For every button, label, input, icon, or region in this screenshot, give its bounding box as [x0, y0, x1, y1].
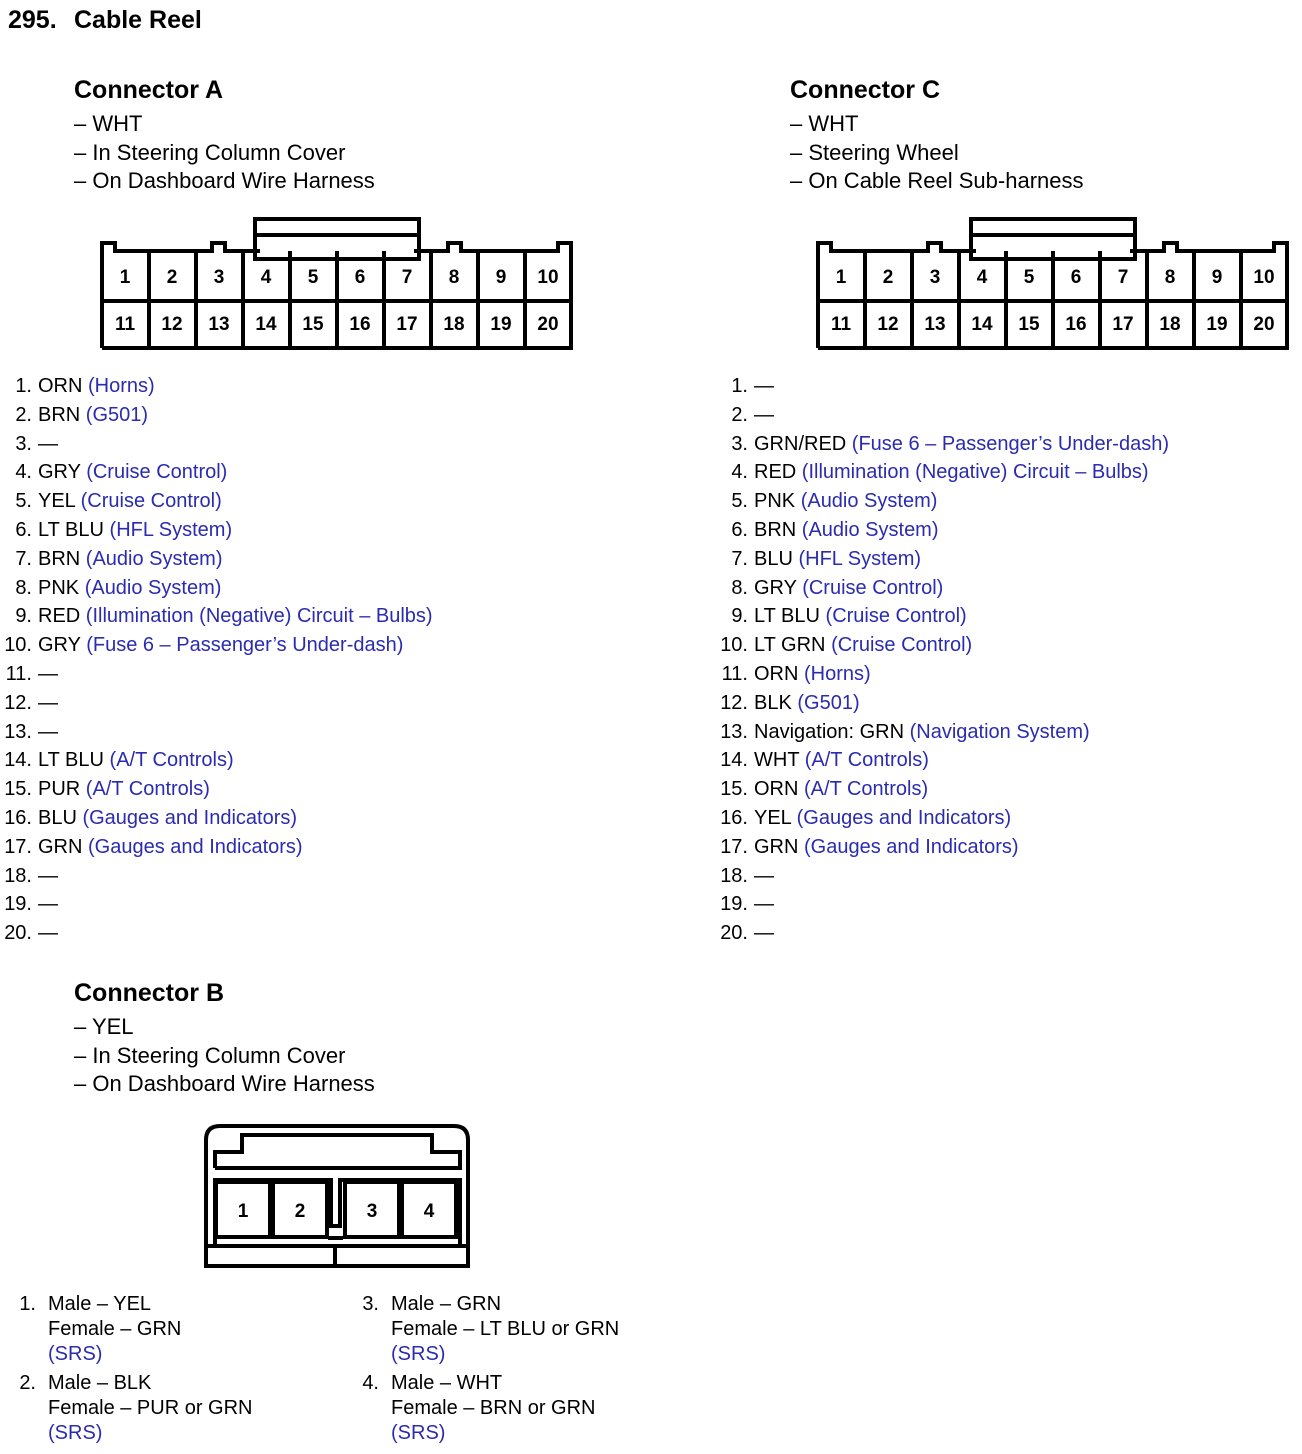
list-item: 4. Male – WHT Female – BRN or GRN (SRS): [362, 1372, 596, 1444]
connector-c-detail: – Steering Wheel: [790, 139, 959, 165]
list-item: 5. YEL (Cruise Control): [15, 490, 222, 513]
list-item: 6. BRN (Audio System): [731, 518, 939, 541]
list-item: 14. WHT (A/T Controls): [720, 749, 929, 772]
pin-label: 1: [835, 267, 847, 288]
pin-label: 15: [1018, 314, 1040, 335]
pin-label: 6: [1070, 267, 1082, 288]
list-item: 4. RED (Illumination (Negative) Circuit – Bulbs): [731, 461, 1149, 484]
pin-label: 20: [1253, 314, 1275, 335]
connector-b-diagram: [200, 1120, 475, 1275]
connector-c-pin-list: [716, 372, 1169, 948]
list-item: 2. Male – BLK Female – PUR or GRN (SRS): [19, 1372, 253, 1444]
list-item: 3. Male – GRN Female – LT BLU or GRN (SRS): [362, 1293, 620, 1365]
pin-label: 11: [114, 314, 136, 335]
list-item: 20. —: [720, 922, 774, 945]
list-item: 13. Navigation: GRN (Navigation System): [720, 720, 1090, 743]
connector-b-detail: – YEL: [74, 1014, 134, 1039]
pin-label: 16: [349, 314, 371, 335]
pin-label: 8: [448, 267, 460, 288]
list-item: 20. —: [4, 922, 58, 945]
list-item: 2. BRN (G501): [15, 403, 149, 426]
pin-label: 5: [1023, 267, 1035, 288]
list-item: 16. YEL (Gauges and Indicators): [720, 806, 1012, 829]
connector-c-diagram: [811, 212, 1296, 357]
list-item: 9. LT BLU (Cruise Control): [731, 605, 967, 628]
pin-label: 17: [396, 314, 418, 335]
connector-c-title: Connector C: [790, 76, 940, 104]
list-item: 17. GRN (Gauges and Indicators): [720, 835, 1019, 858]
pin-label: 6: [354, 267, 366, 288]
pin-label: 18: [443, 314, 465, 335]
list-item: 12. BLK (G501): [720, 691, 860, 714]
list-item: 16. BLU (Gauges and Indicators): [4, 806, 298, 829]
list-item: 19. —: [720, 893, 774, 916]
pin-label: 3: [929, 267, 941, 288]
pin-label: 2: [882, 267, 894, 288]
list-item: 3. —: [15, 432, 58, 455]
list-item: 14. LT BLU (A/T Controls): [4, 749, 234, 772]
pin-label: 2: [294, 1201, 306, 1222]
pin-label: 16: [1065, 314, 1087, 335]
list-item: 3. GRN/RED (Fuse 6 – Passenger’s Under-dash): [731, 432, 1169, 455]
pin-label: 18: [1159, 314, 1181, 335]
connector-a-detail: – WHT: [74, 111, 143, 136]
pin-label: 3: [366, 1201, 378, 1222]
connector-a-title: Connector A: [74, 76, 224, 104]
list-item: 12. —: [4, 691, 58, 714]
pin-label: 13: [924, 314, 946, 335]
pin-label: 14: [971, 314, 993, 335]
connector-a-detail: – In Steering Column Cover: [74, 139, 346, 165]
pin-label: 2: [166, 267, 178, 288]
list-item: 5. PNK (Audio System): [731, 490, 938, 513]
pin-label: 9: [1211, 267, 1223, 288]
pin-label: 1: [119, 267, 131, 288]
connector-a-diagram: [95, 212, 580, 357]
pin-label: 12: [161, 314, 183, 335]
pin-label: 15: [302, 314, 324, 335]
list-item: 7. BLU (HFL System): [731, 547, 922, 570]
list-item: 1. —: [731, 375, 774, 397]
connector-b-title: Connector B: [74, 979, 224, 1007]
pin-label: 8: [1164, 267, 1176, 288]
list-item: 18. —: [720, 864, 774, 887]
connector-b-detail: – In Steering Column Cover: [74, 1042, 346, 1068]
connector-b-details: [74, 1013, 375, 1099]
list-item: 8. PNK (Audio System): [15, 576, 222, 599]
pin-label: 20: [537, 314, 559, 335]
page-number: 295.: [8, 6, 57, 34]
pin-label: 10: [1253, 267, 1275, 288]
pin-label: 3: [213, 267, 225, 288]
list-item: 2. —: [731, 403, 774, 426]
list-item: 15. PUR (A/T Controls): [4, 778, 210, 801]
list-item: 7. BRN (Audio System): [15, 547, 223, 570]
connector-c-details: [790, 110, 1084, 196]
page-title-text: Cable Reel: [74, 6, 202, 34]
list-item: 13. —: [4, 720, 58, 743]
pin-label: 10: [537, 267, 559, 288]
pin-label: 7: [1117, 267, 1129, 288]
connector-a-details: [74, 110, 375, 196]
connector-c-detail: – On Cable Reel Sub-harness: [790, 168, 1084, 193]
list-item: 4. GRY (Cruise Control): [15, 461, 228, 484]
pin-label: 17: [1112, 314, 1134, 335]
pin-label: 19: [1206, 314, 1228, 335]
list-item: 8. GRY (Cruise Control): [731, 576, 944, 599]
list-item: 1. Male – YEL Female – GRN (SRS): [19, 1293, 182, 1365]
list-item: 10. GRY (Fuse 6 – Passenger’s Under-dash): [4, 634, 404, 657]
pin-label: 11: [830, 314, 852, 335]
list-item: 18. —: [4, 864, 58, 887]
pin-label: 4: [260, 267, 272, 288]
list-item: 10. LT GRN (Cruise Control): [720, 634, 973, 657]
pin-label: 4: [423, 1201, 435, 1222]
pin-label: 13: [208, 314, 230, 335]
list-item: 19. —: [4, 893, 58, 916]
pin-label: 19: [490, 314, 512, 335]
pin-label: 12: [877, 314, 899, 335]
connector-b-detail: – On Dashboard Wire Harness: [74, 1071, 375, 1096]
list-item: 6. LT BLU (HFL System): [15, 518, 233, 541]
list-item: 15. ORN (A/T Controls): [720, 778, 929, 801]
list-item: 17. GRN (Gauges and Indicators): [4, 835, 303, 858]
pin-label: 5: [307, 267, 319, 288]
list-item: 11. —: [5, 662, 58, 685]
connector-a-pin-list: [0, 372, 433, 948]
connector-a-detail: – On Dashboard Wire Harness: [74, 168, 375, 193]
list-item: 1. ORN (Horns): [15, 375, 155, 397]
list-item: 11. ORN (Horns): [721, 662, 871, 685]
connector-c-detail: – WHT: [790, 111, 859, 136]
list-item: 9. RED (Illumination (Negative) Circuit – Bulbs): [15, 605, 433, 628]
pin-label: 7: [401, 267, 413, 288]
pin-label: 9: [495, 267, 507, 288]
page-title: [8, 6, 202, 35]
pin-label: 4: [976, 267, 988, 288]
pin-label: 1: [237, 1201, 249, 1222]
pin-label: 14: [255, 314, 277, 335]
